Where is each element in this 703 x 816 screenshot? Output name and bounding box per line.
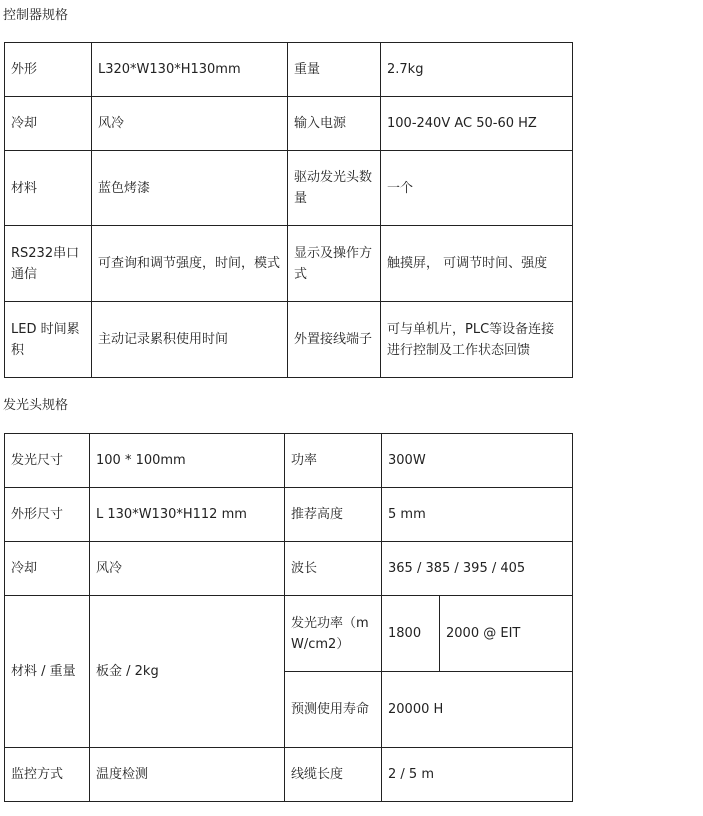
table-row [5, 97, 573, 151]
spec-value: 2000 @ EIT [440, 596, 573, 672]
spec-value: L 130*W130*H112 mm [90, 488, 285, 542]
spec-label: 发光功率（mW/cm2） [285, 596, 382, 672]
table-row [5, 542, 573, 596]
table-row [5, 488, 573, 542]
spec-label: 监控方式 [5, 748, 90, 802]
spec-value: 可与单机片，PLC等设备连接进行控制及工作状态回馈 [381, 302, 573, 378]
spec-value: 365 / 385 / 395 / 405 [382, 542, 573, 596]
spec-value: 2.7kg [381, 43, 573, 97]
spec-value: 一个 [381, 151, 573, 226]
spec-value: 板金 / 2kg [90, 596, 285, 748]
table-row [5, 434, 573, 488]
spec-label: 驱动发光头数量 [288, 151, 381, 226]
spec-value: 主动记录累积使用时间 [92, 302, 288, 378]
spec-value: 温度检测 [90, 748, 285, 802]
spec-label: 显示及操作方式 [288, 226, 381, 302]
spec-label: LED 时间累积 [5, 302, 92, 378]
controller-spec-table [4, 42, 573, 378]
table-row [5, 596, 573, 672]
spec-label: 材料 [5, 151, 92, 226]
spec-label: 输入电源 [288, 97, 381, 151]
spec-label: 线缆长度 [285, 748, 382, 802]
table-row [5, 748, 573, 802]
spec-label: 冷却 [5, 97, 92, 151]
light-head-spec-table [4, 433, 573, 802]
spec-label: 功率 [285, 434, 382, 488]
spec-value: 触摸屏， 可调节时间、强度 [381, 226, 573, 302]
spec-value: 300W [382, 434, 573, 488]
table-row [5, 226, 573, 302]
table-row [5, 43, 573, 97]
table-row [5, 302, 573, 378]
spec-value: 风冷 [92, 97, 288, 151]
spec-label: 材料 / 重量 [5, 596, 90, 748]
spec-label: RS232串口通信 [5, 226, 92, 302]
light-head-spec-title: 发光头规格 [3, 398, 69, 413]
spec-value: 风冷 [90, 542, 285, 596]
controller-spec-title: 控制器规格 [3, 8, 69, 23]
table-row [5, 151, 573, 226]
spec-label: 发光尺寸 [5, 434, 90, 488]
spec-label: 波长 [285, 542, 382, 596]
spec-value: 蓝色烤漆 [92, 151, 288, 226]
spec-value: 5 mm [382, 488, 573, 542]
spec-label: 预测使用寿命 [285, 672, 382, 748]
spec-value: 2 / 5 m [382, 748, 573, 802]
spec-value: L320*W130*H130mm [92, 43, 288, 97]
spec-value: 100-240V AC 50-60 HZ [381, 97, 573, 151]
spec-label: 冷却 [5, 542, 90, 596]
spec-label: 重量 [288, 43, 381, 97]
spec-label: 外形尺寸 [5, 488, 90, 542]
spec-label: 外置接线端子 [288, 302, 381, 378]
spec-value: 20000 H [382, 672, 573, 748]
spec-value: 可查询和调节强度，时间，模式 [92, 226, 288, 302]
spec-label: 外形 [5, 43, 92, 97]
spec-value: 100 * 100mm [90, 434, 285, 488]
spec-value: 1800 [382, 596, 440, 672]
spec-label: 推荐高度 [285, 488, 382, 542]
